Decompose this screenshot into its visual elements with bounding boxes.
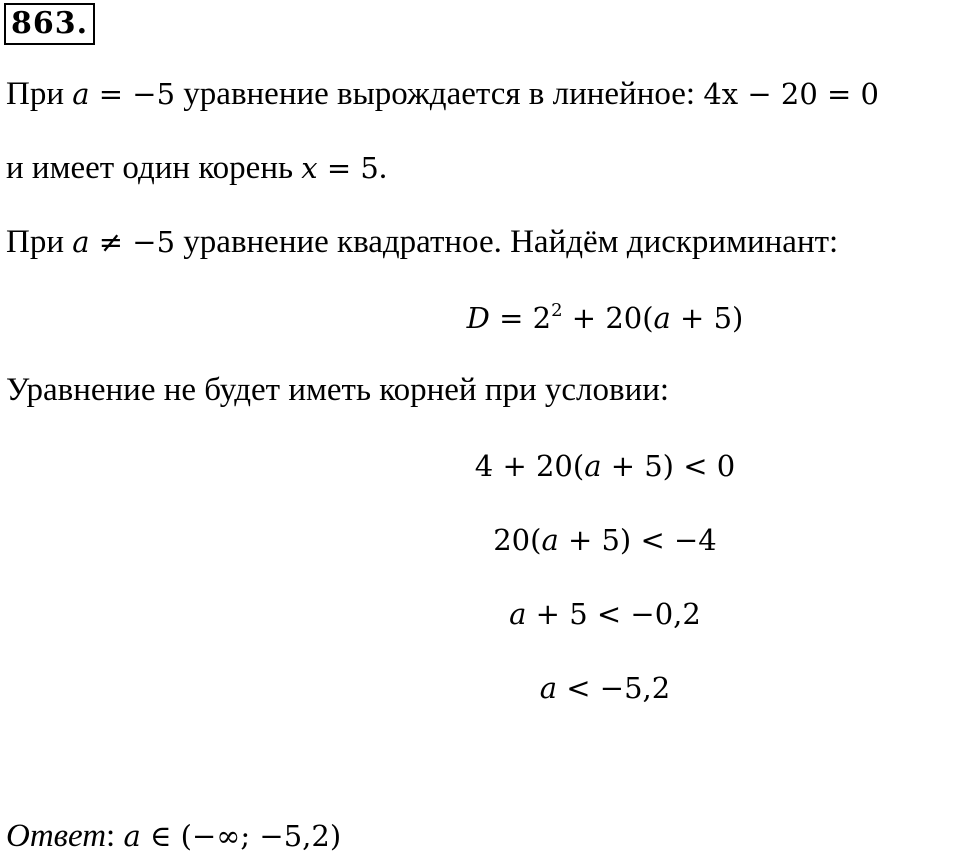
line1-condition: a = −5 bbox=[72, 77, 176, 111]
line3-suffix: уравнение квадратное. Найдём дискриминант: bbox=[175, 224, 839, 260]
text-line-3 bbox=[6, 220, 838, 264]
line1-middle: уравнение вырождается в линейное: bbox=[175, 76, 704, 112]
problem-number: 863. bbox=[4, 3, 95, 45]
line1-equation: 4x − 20 = 0 bbox=[703, 77, 879, 111]
line2-suffix: . bbox=[378, 150, 388, 186]
discriminant-right: + 20(a + 5) bbox=[562, 301, 744, 335]
formula-step-3: a + 5 < −0,2 bbox=[509, 597, 701, 631]
line2-root: x = 5 bbox=[301, 151, 379, 185]
line3-prefix: При bbox=[6, 224, 73, 260]
discriminant-left: D = 2 bbox=[466, 301, 552, 335]
answer-colon: : bbox=[106, 818, 124, 854]
text-line-2 bbox=[6, 146, 387, 190]
text-line-1 bbox=[6, 72, 879, 116]
line2-prefix: и имеет один корень bbox=[6, 150, 302, 186]
line3-condition: a ≠ −5 bbox=[72, 225, 176, 259]
formula-discriminant bbox=[0, 296, 960, 340]
formula-step-2: 20(a + 5) < −4 bbox=[493, 523, 717, 557]
formula-step-4: a < −5,2 bbox=[539, 671, 671, 705]
answer-label: Ответ bbox=[6, 818, 107, 854]
formula-step-1: 4 + 20(a + 5) < 0 bbox=[474, 449, 736, 483]
discriminant-exponent: 2 bbox=[551, 300, 563, 321]
line1-prefix: При bbox=[6, 76, 73, 112]
answer-line bbox=[6, 814, 341, 858]
answer-value: a ∈ (−∞; −5,2) bbox=[123, 819, 342, 853]
text-line-4: Уравнение не будет иметь корней при условии: bbox=[6, 372, 670, 408]
